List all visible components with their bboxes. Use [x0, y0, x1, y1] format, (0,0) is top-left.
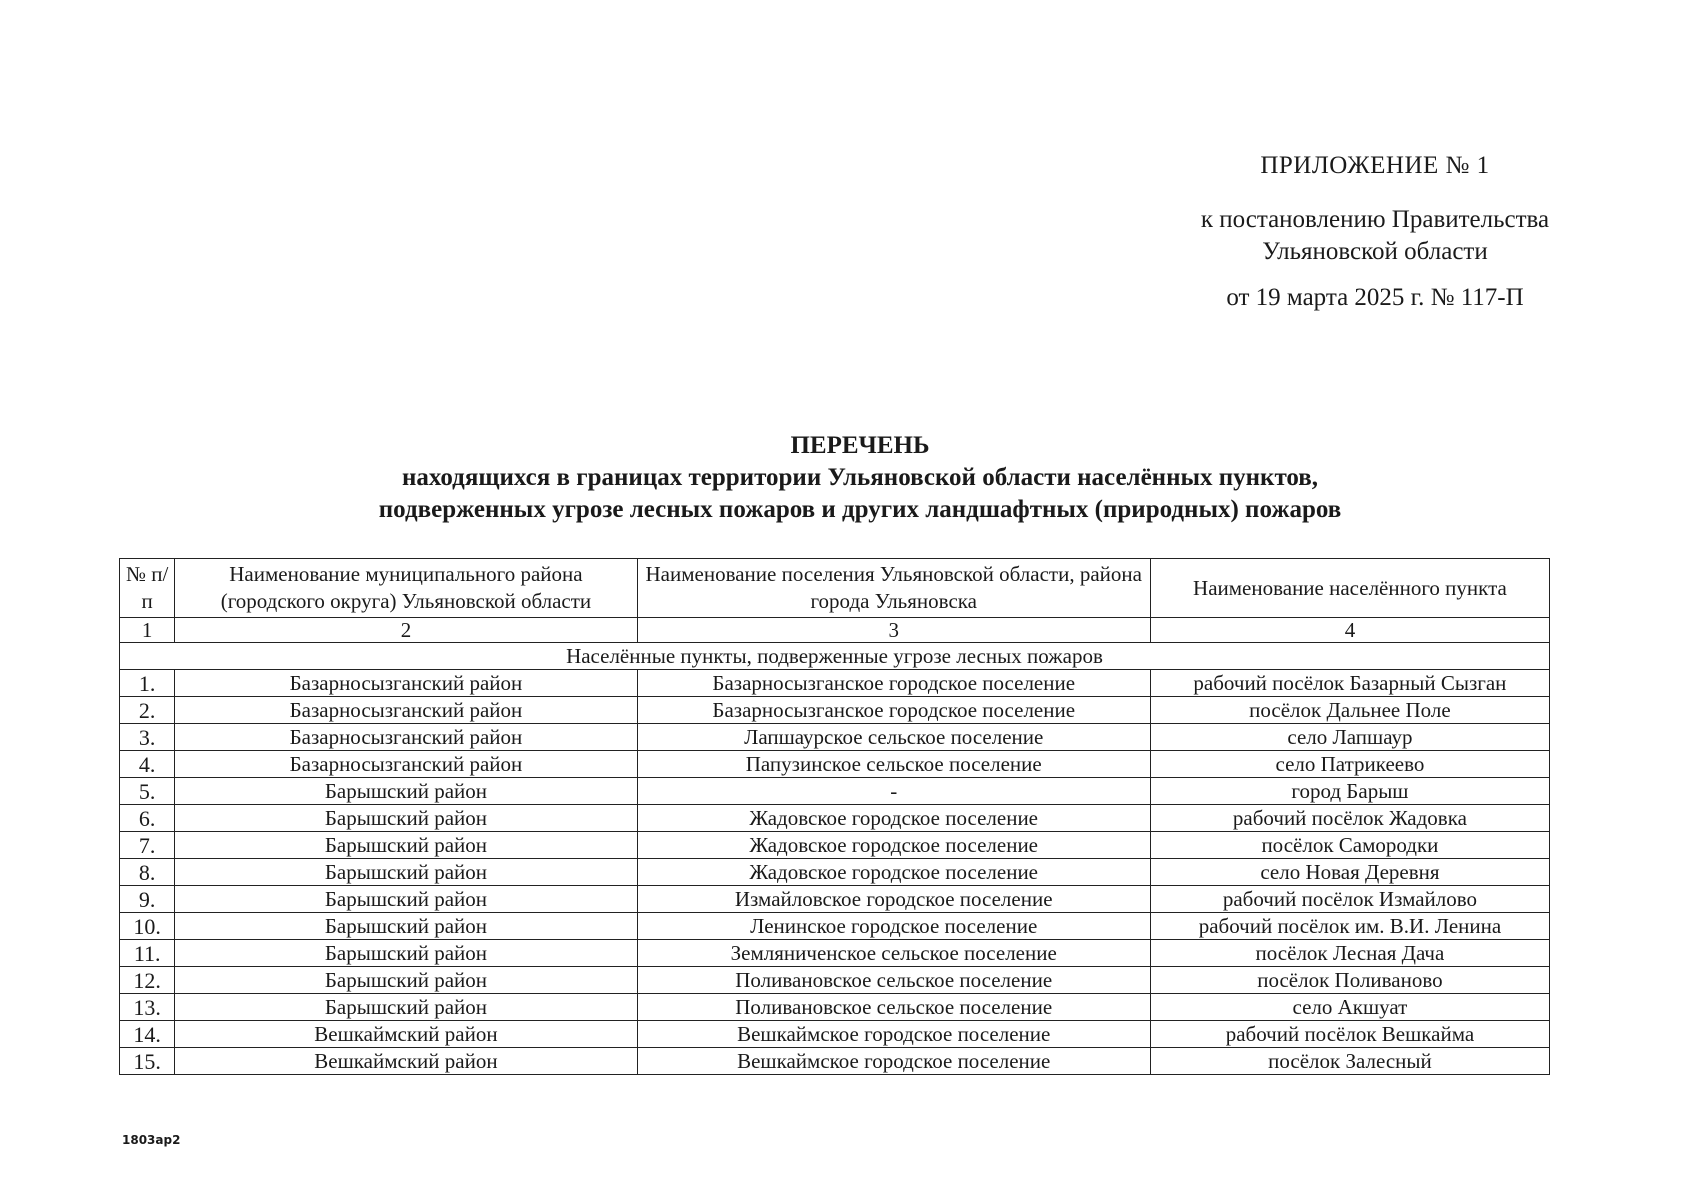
appendix-to-line-2: Ульяновской области [1262, 238, 1488, 265]
section-title: Населённые пункты, подверженные угрозе лесных пожаров [120, 643, 1550, 670]
header-district: Наименование муниципального района (городского округа) Ульяновской области [175, 559, 637, 618]
row-number: 5. [120, 778, 175, 805]
settlement-cell: Поливановское сельское поселение [637, 994, 1150, 1021]
locality-cell: рабочий посёлок Измайлово [1150, 886, 1549, 913]
district-cell: Вешкаймский район [175, 1048, 637, 1075]
row-number: 8. [120, 859, 175, 886]
locality-cell: посёлок Лесная Дача [1150, 940, 1549, 967]
appendix-block [1150, 150, 1600, 314]
settlement-cell: Земляниченское сельское поселение [637, 940, 1150, 967]
settlement-cell: Базарносызганское городское поселение [637, 697, 1150, 724]
table-row [120, 859, 1550, 886]
locality-cell: город Барыш [1150, 778, 1549, 805]
locality-cell: рабочий посёлок Жадовка [1150, 805, 1549, 832]
document-heading [180, 430, 1540, 526]
column-number: 4 [1150, 618, 1549, 643]
table-row [120, 724, 1550, 751]
heading-subtitle-line-1: находящихся в границах территории Ульяновской области населённых пунктов, [401, 464, 1319, 491]
locality-cell: посёлок Поливаново [1150, 967, 1549, 994]
district-cell: Вешкаймский район [175, 1021, 637, 1048]
locality-cell: село Лапшаур [1150, 724, 1549, 751]
table-row [120, 913, 1550, 940]
column-number: 1 [120, 618, 175, 643]
locality-cell: рабочий посёлок Базарный Сызган [1150, 670, 1549, 697]
row-number: 12. [120, 967, 175, 994]
district-cell: Базарносызганский район [175, 751, 637, 778]
district-cell: Барышский район [175, 967, 637, 994]
section-row [120, 643, 1550, 670]
column-number: 3 [637, 618, 1150, 643]
district-cell: Барышский район [175, 832, 637, 859]
settlement-cell: Ленинское городское поселение [637, 913, 1150, 940]
settlement-cell: Папузинское сельское поселение [637, 751, 1150, 778]
column-number: 2 [175, 618, 637, 643]
row-number: 3. [120, 724, 175, 751]
settlement-cell: - [637, 778, 1150, 805]
table-row [120, 670, 1550, 697]
row-number: 9. [120, 886, 175, 913]
table-row [120, 994, 1550, 1021]
document-code: 1803ap2 [122, 1133, 181, 1147]
locality-cell: посёлок Дальнее Поле [1150, 697, 1549, 724]
table-row [120, 805, 1550, 832]
district-cell: Барышский район [175, 940, 637, 967]
appendix-to-line-1: к постановлению Правительства [1200, 206, 1550, 233]
row-number: 6. [120, 805, 175, 832]
row-number: 1. [120, 670, 175, 697]
heading-subtitle-line-2: подверженных угрозе лесных пожаров и других ландшафтных (природных) пожаров [378, 496, 1342, 523]
table-row [120, 940, 1550, 967]
row-number: 10. [120, 913, 175, 940]
table-row [120, 886, 1550, 913]
settlement-cell: Жадовское городское поселение [637, 859, 1150, 886]
settlement-cell: Лапшаурское сельское поселение [637, 724, 1150, 751]
settlement-cell: Поливановское сельское поселение [637, 967, 1150, 994]
table-row [120, 778, 1550, 805]
table-row [120, 967, 1550, 994]
district-cell: Барышский район [175, 913, 637, 940]
district-cell: Базарносызганский район [175, 697, 637, 724]
district-cell: Барышский район [175, 805, 637, 832]
header-number: № п/п [120, 559, 175, 618]
district-cell: Барышский район [175, 886, 637, 913]
table-header-row [120, 559, 1550, 618]
row-number: 2. [120, 697, 175, 724]
settlement-cell: Вешкаймское городское поселение [637, 1021, 1150, 1048]
row-number: 14. [120, 1021, 175, 1048]
appendix-title: ПРИЛОЖЕНИЕ № 1 [1260, 152, 1490, 179]
settlement-cell: Измайловское городское поселение [637, 886, 1150, 913]
row-number: 15. [120, 1048, 175, 1075]
district-cell: Барышский район [175, 994, 637, 1021]
locality-cell: рабочий посёлок Вешкайма [1150, 1021, 1549, 1048]
district-cell: Барышский район [175, 859, 637, 886]
locality-cell: село Патрикеево [1150, 751, 1549, 778]
row-number: 4. [120, 751, 175, 778]
heading-title: ПЕРЕЧЕНЬ [790, 432, 930, 459]
district-cell: Базарносызганский район [175, 670, 637, 697]
district-cell: Базарносызганский район [175, 724, 637, 751]
appendix-date: от 19 марта 2025 г. № 117-П [1226, 284, 1524, 311]
settlement-cell: Жадовское городское поселение [637, 832, 1150, 859]
table-row [120, 751, 1550, 778]
table-row [120, 1021, 1550, 1048]
table-row [120, 697, 1550, 724]
header-settlement: Наименование поселения Ульяновской области, района города Ульяновска [637, 559, 1150, 618]
settlement-cell: Жадовское городское поселение [637, 805, 1150, 832]
row-number: 13. [120, 994, 175, 1021]
settlement-cell: Базарносызганское городское поселение [637, 670, 1150, 697]
table-row [120, 832, 1550, 859]
header-locality: Наименование населённого пункта [1150, 559, 1549, 618]
locality-cell: посёлок Самородки [1150, 832, 1549, 859]
settlement-cell: Вешкаймское городское поселение [637, 1048, 1150, 1075]
column-number-row [120, 618, 1550, 643]
locality-cell: село Новая Деревня [1150, 859, 1549, 886]
district-cell: Барышский район [175, 778, 637, 805]
locality-cell: село Акшуат [1150, 994, 1549, 1021]
settlements-table [119, 558, 1550, 1075]
locality-cell: посёлок Залесный [1150, 1048, 1549, 1075]
locality-cell: рабочий посёлок им. В.И. Ленина [1150, 913, 1549, 940]
table-row [120, 1048, 1550, 1075]
row-number: 11. [120, 940, 175, 967]
row-number: 7. [120, 832, 175, 859]
